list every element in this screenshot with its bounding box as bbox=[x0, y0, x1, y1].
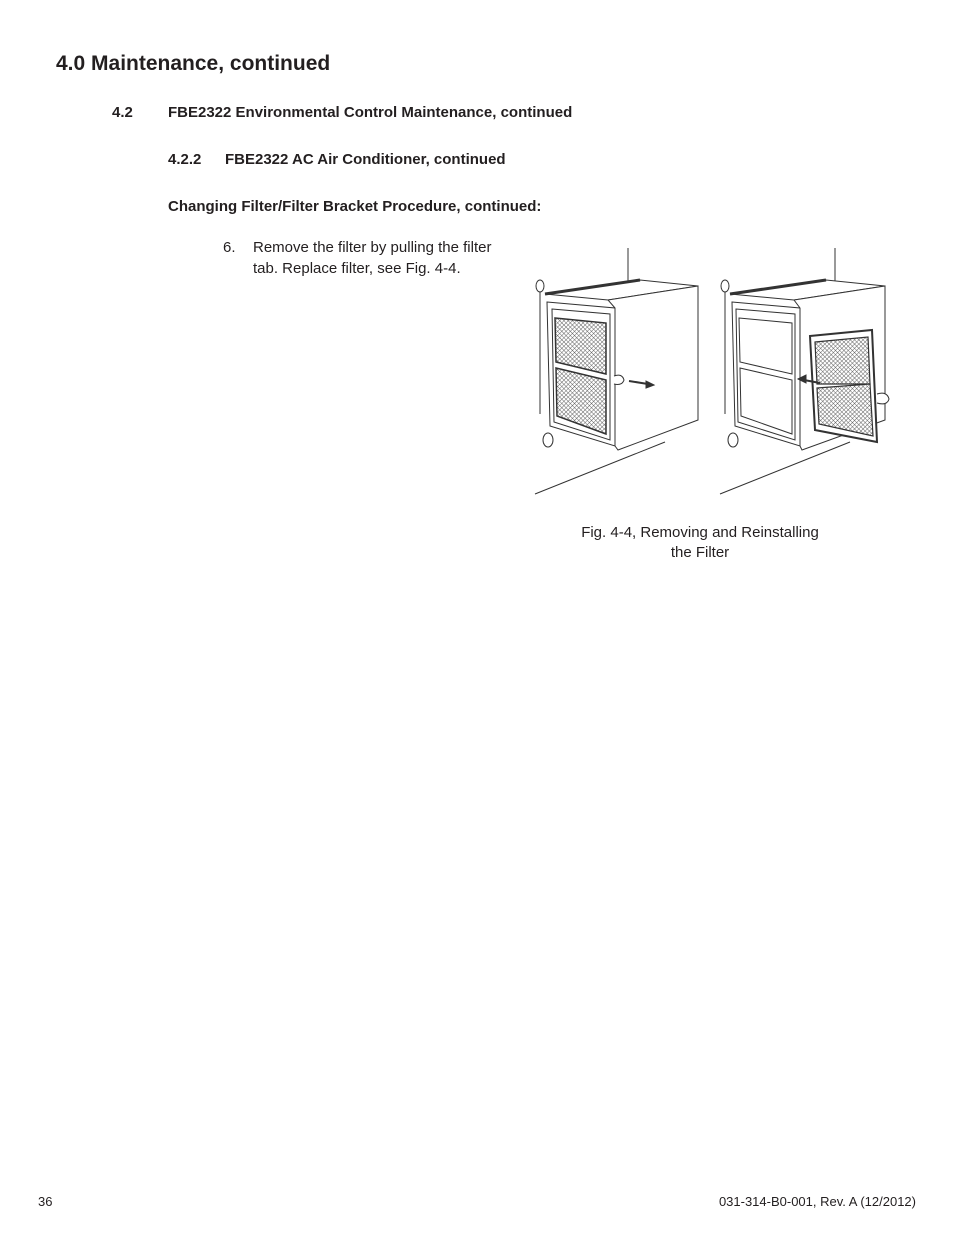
subsection-number: 4.2.2 bbox=[168, 151, 202, 168]
figure-caption bbox=[560, 523, 840, 562]
subsection-title: FBE2322 AC Air Conditioner, continued bbox=[225, 151, 506, 168]
section-title: FBE2322 Environmental Control Maintenance, continued bbox=[168, 104, 573, 121]
document-id: 031-314-B0-001, Rev. A (12/2012) bbox=[718, 1194, 916, 1209]
section-number: 4.2 bbox=[112, 104, 133, 121]
step-text: Remove the filter by pulling the filter tab. Replace filter, see Fig. 4-4. bbox=[253, 239, 492, 277]
filter-removal-illustration bbox=[530, 244, 900, 499]
figure-caption-line: Fig. 4-4, Removing and Reinstalling bbox=[581, 524, 819, 541]
procedure-title: Changing Filter/Filter Bracket Procedure, continued: bbox=[168, 198, 542, 215]
unit-with-filter bbox=[535, 248, 698, 494]
page-number: 36 bbox=[38, 1194, 53, 1209]
unit-filter-removed bbox=[720, 248, 889, 494]
step-number: 6. bbox=[223, 239, 236, 256]
figure-caption-line: the Filter bbox=[670, 543, 730, 561]
page-title: 4.0 Maintenance, continued bbox=[56, 52, 331, 75]
